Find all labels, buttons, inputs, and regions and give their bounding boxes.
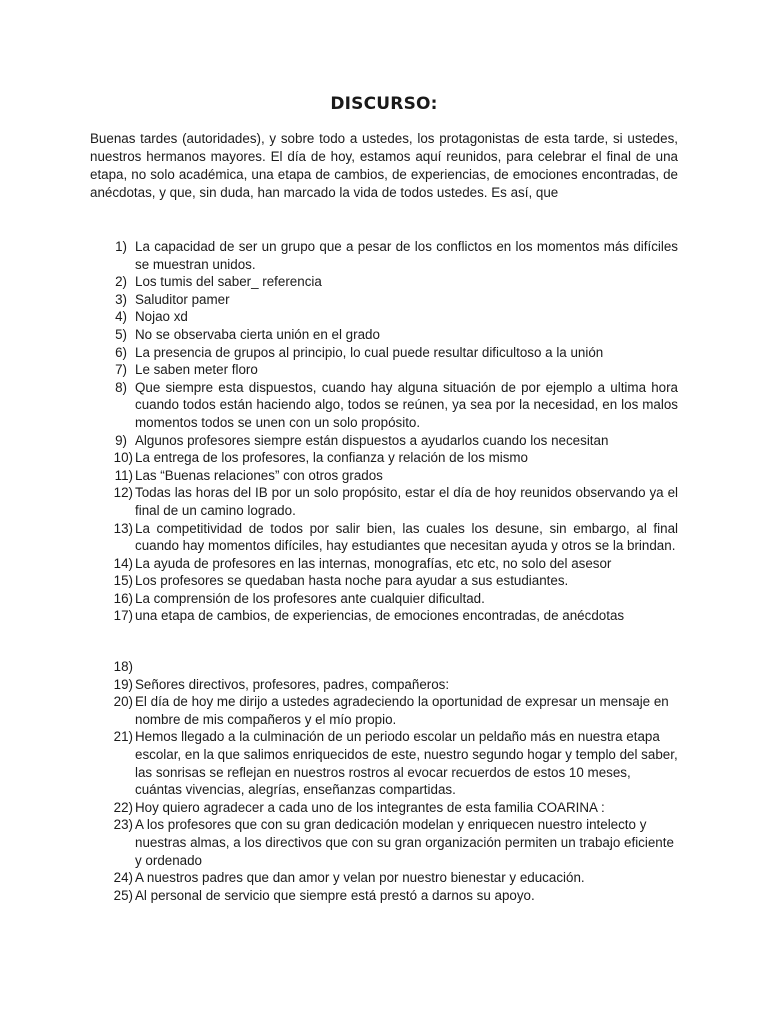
list-item xyxy=(90,308,678,326)
item-number: 10) xyxy=(113,450,133,466)
list-item xyxy=(90,273,678,291)
list-item xyxy=(90,816,678,869)
item-text: Las “Buenas relaciones” con otros grados xyxy=(135,467,383,483)
item-text: La competitividad de todos por salir bien, las cuales los desune, sin embargo, al final cuando hay momentos difíciles, hay estudiantes que necesitan ayuda y otros se la brindan. xyxy=(135,520,678,554)
list-item xyxy=(90,693,678,728)
list-item xyxy=(90,658,678,676)
item-number: 5) xyxy=(115,326,127,342)
list-item xyxy=(90,467,678,485)
item-text: Todas las horas del IB por un solo propósito, estar el día de hoy reunidos observando ya el final de un camino logrado. xyxy=(135,485,678,518)
list-item xyxy=(90,326,678,344)
item-number: 13) xyxy=(113,520,133,536)
item-text: Señores directivos, profesores, padres, compañeros: xyxy=(135,676,450,692)
numbered-list-2 xyxy=(90,658,678,904)
item-number: 22) xyxy=(113,799,133,815)
item-text: Los tumis del saber_ referencia xyxy=(135,274,322,290)
item-number: 16) xyxy=(113,590,133,606)
list-item xyxy=(90,520,678,555)
list-item xyxy=(90,799,678,817)
list-item xyxy=(90,238,678,273)
item-text: La comprensión de los profesores ante cualquier dificultad. xyxy=(135,590,485,606)
item-number: 3) xyxy=(115,291,127,307)
item-number: 25) xyxy=(113,887,133,903)
item-text: A nuestros padres que dan amor y velan por nuestro bienestar y educación. xyxy=(135,870,585,886)
list-item xyxy=(90,555,678,573)
item-number: 23) xyxy=(113,817,133,833)
list-item xyxy=(90,484,678,519)
numbered-list-1 xyxy=(90,238,678,625)
list-item xyxy=(90,361,678,379)
list-item xyxy=(90,676,678,694)
list-item xyxy=(90,887,678,905)
item-text: Que siempre esta dispuestos, cuando hay alguna situación de por ejemplo a ultima hora cuando todos están haciendo algo, todos se reúnen, ya sea por la necesidad, en los malos momentos todos se unen con un solo propósito. xyxy=(135,379,678,430)
item-number: 4) xyxy=(115,309,127,325)
item-number: 8) xyxy=(115,379,127,395)
item-text: Hoy quiero agradecer a cada uno de los integrantes de esta familia COARINA : xyxy=(135,799,605,815)
item-text: La capacidad de ser un grupo que a pesar de los conflictos en los momentos más difíciles se muestran unidos. xyxy=(135,239,678,272)
item-text: No se observaba cierta unión en el grado xyxy=(135,326,380,342)
list-item xyxy=(90,449,678,467)
item-text: una etapa de cambios, de experiencias, de emociones encontradas, de anécdotas xyxy=(135,608,625,624)
list-item xyxy=(90,344,678,362)
item-text: Le saben meter floro xyxy=(135,362,258,378)
item-number: 14) xyxy=(113,555,133,571)
list-item xyxy=(90,869,678,887)
item-text: El día de hoy me dirijo a ustedes agradeciendo la oportunidad de expresar un mensaje en nombre de mis compañeros y el mío propio. xyxy=(135,694,669,727)
item-text: Algunos profesores siempre están dispuestos a ayudarlos cuando los necesitan xyxy=(135,432,609,448)
item-text: La presencia de grupos al principio, lo cual puede resultar dificultoso a la unión xyxy=(135,344,604,360)
item-text: Los profesores se quedaban hasta noche para ayudar a sus estudiantes. xyxy=(135,573,569,589)
list-item xyxy=(90,432,678,450)
list-item xyxy=(90,291,678,309)
item-text: A los profesores que con su gran dedicación modelan y enriquecen nuestro intelecto y nuestras almas, a los directivos que con su gran organización permiten un trabajo eficiente y ordenado xyxy=(135,817,674,868)
item-number: 15) xyxy=(113,573,133,589)
item-text: Hemos llegado a la culminación de un periodo escolar un peldaño más en nuestra etapa escolar, en la que salimos enriquecidos de este, nuestro segundo hogar y templo del saber, las sonrisas se reflejan en nuestros rostros al evocar recuerdos de estos 10 meses, cuántas vivencias, alegrías, enseñanzas compartidas. xyxy=(135,729,678,798)
page-title: DISCURSO: xyxy=(330,94,438,114)
item-number: 12) xyxy=(113,485,133,501)
list-item xyxy=(90,607,678,625)
list-item xyxy=(90,572,678,590)
item-text: La entrega de los profesores, la confianza y relación de los mismo xyxy=(135,450,529,466)
item-text: La ayuda de profesores en las internas, monografías, etc etc, no solo del asesor xyxy=(135,555,612,571)
item-number: 2) xyxy=(115,274,127,290)
list-item xyxy=(90,379,678,432)
list-item xyxy=(90,728,678,798)
item-number: 6) xyxy=(115,344,127,360)
item-number: 9) xyxy=(115,432,127,448)
item-number: 1) xyxy=(115,239,127,254)
item-text: Saluditor pamer xyxy=(135,291,230,307)
item-number: 11) xyxy=(114,467,133,483)
intro-paragraph: Buenas tardes (autoridades), y sobre todo a ustedes, los protagonistas de esta tarde, si ustedes, nuestros hermanos mayores. El día de hoy, estamos aquí reunidos, para celebrar el final de una etapa, no solo académica, una etapa de cambios, de experiencias, de emociones encontradas, de anécdotas, y que, sin duda, han marcado la vida de todos ustedes. Es así, que xyxy=(90,131,678,200)
item-number: 20) xyxy=(113,694,133,710)
item-number: 19) xyxy=(113,676,133,692)
item-number: 7) xyxy=(115,362,127,378)
item-number: 21) xyxy=(113,729,133,745)
item-number: 18) xyxy=(113,659,133,674)
item-number: 24) xyxy=(113,870,133,886)
item-text: Al personal de servicio que siempre está prestó a darnos su apoyo. xyxy=(135,887,535,903)
item-text: Nojao xd xyxy=(135,309,188,325)
item-number: 17) xyxy=(113,608,133,624)
list-item xyxy=(90,590,678,608)
